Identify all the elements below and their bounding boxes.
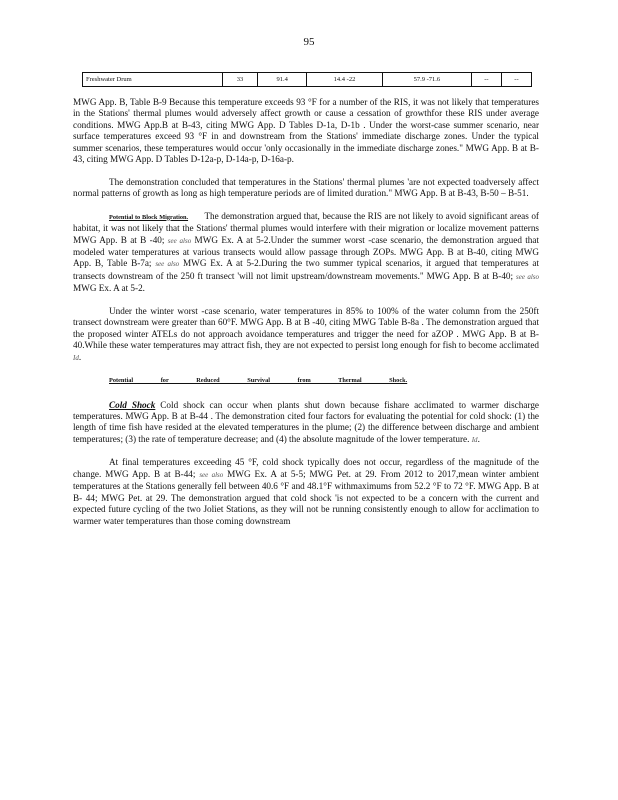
data-table — [82, 72, 532, 87]
winter-end: . — [78, 351, 82, 362]
thermal-shock-heading: Potential for Reduced Survival from Thermal Shock. — [109, 377, 408, 385]
see-also-4: see also — [199, 470, 224, 479]
final-temps-text-1: At final temperatures exceeding 45 °F, cold shock typically does not occur, regardless of the magnitude of the change. MWG App. B at B-44; — [73, 457, 539, 479]
migration-text-4: MWG Ex. A at 5-2. — [73, 283, 145, 294]
paragraph-final-temperatures — [73, 457, 539, 527]
paragraph-cold-shock — [73, 400, 539, 447]
final-temps-text-2: MWG Ex. A at 5-5; MWG Pet. at 29. From 2012 to 2017,mean winter ambient temperatures at the Stations generally fell between 40.6 °F and 48.1°F withmaximums from 52.2 °F to 72 °F. MWG App. B at B- 44; MWG Pet. at 29. The demonstration argued that cold shock 'is not expected to be a concern with the current and expected future cycling of the two Joliet Stations, as they will not be running consistently enough to allow for acclimation to warmer water temperatures than those coming downstream — [73, 468, 540, 526]
table-row — [83, 73, 532, 87]
see-also-3: see also — [516, 272, 540, 281]
paragraph-growth-conclusion: The demonstration concluded that temperatures in the Stations' thermal plumes 'are not expected toadversely affect normal patterns of growth as long as high temperature periods are of limited duration." MWG App. B at B-43, B-50 – B-51. — [73, 176, 539, 199]
migration-text-1: The demonstration argued that, because the RIS are not likely to avoid significant areas of habitat, it was not likely that the Stations' thermal plumes would interfere with their migration or localize movement patterns MWG App. B at B -40; — [73, 210, 539, 245]
table-cell-species: Freshwater Drum — [83, 73, 223, 87]
paragraph-growth: MWG App. B, Table B-9 Because this temperature exceeds 93 °F for a number of the RIS, it was not likely that temperatures in the Stations' thermal plumes would adversely affect growth or cause a cessation of growthfor these RIS under average conditions. MWG App.B at B-43, citing MWG App. D Tables D-1a, D-1b . Under the worst-case summer scenario, near surface temperatures exceed 93 °F in and downstream from the Stations' immediate discharge zones. Under the typical summer scenarios, these temperatures would occur 'only occasionally in the immediate discharge zones." MWG App. B at B-43, citing MWG App. D Tables D-12a-p, D-14a-p, D-16a-p. — [73, 97, 539, 165]
table-cell: 33 — [222, 73, 258, 87]
document-body — [73, 97, 539, 538]
migration-heading: Potential to Block Migration. — [109, 213, 189, 221]
table-cell: 57.9 -71.6 — [382, 73, 471, 87]
table-cell: 91.4 — [258, 73, 307, 87]
migration-text-3: MWG Ex. A at 5-2.During the two summer typical scenarios, it argued that temperatures at transects downstream of the 250 ft transect 'will not limit upstream/downstream movements." MWG App. B at B-40; — [73, 258, 540, 281]
winter-text: Under the winter worst -case scenario, water temperatures in 85% to 100% of the water column from the 250ft transect downstream were greater than 60°F. MWG App. B at B -40, citing MWG Table B-8a . The demonstration argued that the proposed winter ATELs do not approach avoidance temperatures and trigger the need for aZOP . MWG App. B at B-40.While these water temperatures may attract fish, they are not expected to persist long enough for fish to become acclimated — [73, 305, 539, 351]
table-cell: -- — [501, 73, 531, 87]
page-number: 95 — [303, 36, 315, 48]
table-cell: 14.4 -22 — [307, 73, 383, 87]
cold-shock-text: Cold shock can occur when plants shut down because fishare acclimated to warmer discharge temperatures. MWG App. B at B-44 . The demonstration cited four factors for evaluating the potential for cold shock: (1) the length of time fish have resided at the elevated temperatures in the plume; (2) the difference between discharge and ambient temperatures; (3) the rate of temperature decrease; and (4) the absolute magnitude of the lower temperature. — [73, 399, 539, 444]
see-also-1: see also — [167, 236, 192, 245]
cold-shock-end: . — [477, 433, 480, 444]
cold-shock-label: Cold Shock — [109, 399, 156, 410]
paragraph-migration — [73, 211, 539, 295]
table-cell: -- — [471, 73, 501, 87]
migration-text-2: MWG Ex. A at 5-2.Under the summer worst -case scenario, the demonstration argued that modeled water temperatures at various transects would allow passage through ZOPs. MWG App. B at B-40, citing MWG App. B, Table B-7a; — [73, 234, 540, 269]
id-cite: Id — [73, 353, 79, 362]
id-cite: Id — [471, 435, 478, 444]
see-also-2: see also — [155, 260, 180, 269]
paragraph-winter — [73, 306, 539, 364]
